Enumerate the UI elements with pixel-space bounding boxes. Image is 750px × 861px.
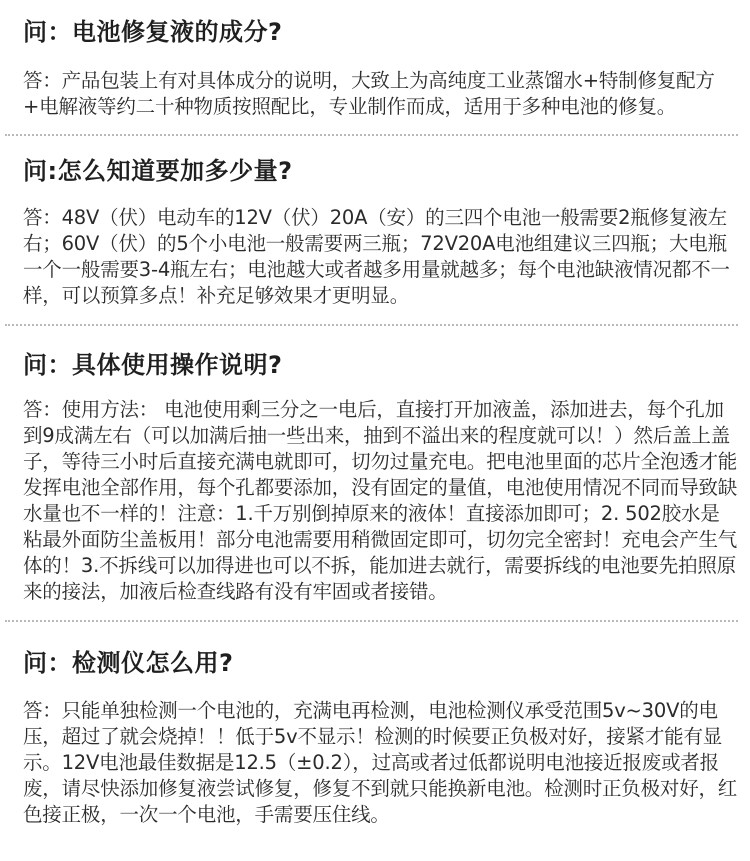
faq-item-dosage: [23, 136, 738, 309]
faq-question: 问：电池修复液的成分?: [23, 18, 283, 46]
faq-question: 问:怎么知道要加多少量?: [23, 157, 293, 185]
faq-question: 问：检测仪怎么用?: [23, 649, 234, 677]
faq-answer: 答：使用方法： 电池使用剩三分之一电后，直接打开加液盖，添加进去，每个孔加到9成满左右（可以加满后抽一些出来，抽到不溢出来的程度就可以！）然后盖上盖子，等待三小时后直接充满电就即可，切勿过量充电。把电池里面的芯片全泡透才能发挥电池全部作用，每个孔都要添加，没有固定的量值，电池使用情况不同而导致缺水量也不一样的！注意：1.千万别倒掉原来的液体！直接添加即可；2. 502胶水是粘最外面防尘盖板用！部分电池需要用稍微固定即可，切勿完全密封！充电会产生气体的！3.不拆线可以加得进也可以不拆，能加进去就行，需要拆线的电池要先拍照原来的接法，加液后检查线路有没有牢固或者接错。: [23, 398, 738, 603]
faq-item-tester: [23, 622, 738, 828]
faq-answer: 答：只能单独检测一个电池的，充满电再检测，电池检测仪承受范围5v~30V的电压，超过了就会烧掉！！低于5v不显示！检测的时候要正负极对好，接紧才能有显示。12V电池最佳数据是12.5（±0.2），过高或者过低都说明电池接近报废或者报废，请尽快添加修复液尝试修复，修复不到就只能换新电池。检测时正负极对好，红色接正极，一次一个电池，手需要压住线。: [23, 699, 738, 826]
faq-answer: 答：产品包装上有对具体成分的说明，大致上为高纯度工业蒸馏水+特制修复配方+电解液等约二十种物质按照配比，专业制作而成，适用于多种电池的修复。: [23, 69, 715, 118]
faq-answer: 答：48V（伏）电动车的12V（伏）20A（安）的三四个电池一般需要2瓶修复液左右；60V（伏）的5个小电池一般需要两三瓶；72V20A电池组建议三四瓶；大电瓶一个一般需要3-4瓶左右；电池越大或者越多用量就越多；每个电池缺液情况都不一样，可以预算多点！补充足够效果才更明显。: [23, 206, 730, 307]
faq-item-instructions: [23, 326, 738, 605]
faq-item-composition: [23, 0, 738, 120]
faq-question: 问：具体使用操作说明?: [23, 351, 283, 379]
